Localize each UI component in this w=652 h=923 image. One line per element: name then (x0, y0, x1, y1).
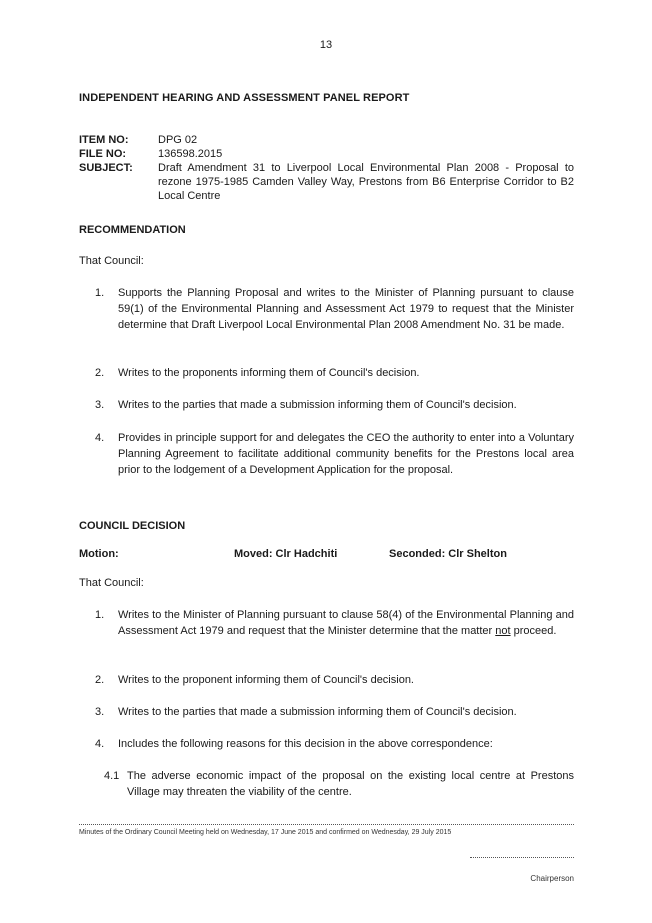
chairperson-label: Chairperson (530, 874, 574, 883)
list-text: Writes to the Minister of Planning pursuant to clause 58(4) of the Environmental Planning and Assessment Act 1979 and request that the Minister determine that the matter not proceed. (118, 609, 574, 637)
subject-label: SUBJECT: (79, 162, 133, 174)
item-number-value: DPG 02 (158, 134, 198, 146)
motion-label: Motion: (79, 548, 119, 560)
recommendation-item-3 (95, 397, 574, 413)
seconded-by: Seconded: Clr Shelton (389, 548, 507, 560)
recommendation-intro: That Council: (79, 255, 144, 267)
list-number: 2. (95, 674, 105, 686)
footer-minutes: Minutes of the Ordinary Council Meeting held on Wednesday, 17 June 2015 and confirmed on Wednesday, 29 July 2015 (79, 829, 452, 836)
list-number: 2. (95, 367, 105, 379)
subject-row (79, 161, 574, 203)
item-metadata (79, 133, 574, 203)
list-text: Writes to the parties that made a submission informing them of Council's decision. (118, 706, 517, 718)
list-number: 1. (95, 287, 105, 299)
page-number: 13 (319, 39, 333, 51)
item-number-row (79, 133, 574, 147)
list-text: Writes to the parties that made a submission informing them of Council's decision. (118, 399, 517, 411)
decision-item-4 (95, 736, 574, 752)
report-title: INDEPENDENT HEARING AND ASSESSMENT PANEL REPORT (79, 92, 410, 104)
list-text: Writes to the proponent informing them of Council's decision. (118, 674, 414, 686)
decision-sub-item-4-1 (104, 768, 574, 800)
footer-divider (79, 824, 574, 825)
list-text: Writes to the proponents informing them of Council's decision. (118, 367, 420, 379)
list-number: 3. (95, 706, 105, 718)
decision-intro: That Council: (79, 577, 144, 589)
council-decision-heading: COUNCIL DECISION (79, 520, 186, 532)
file-number-label: FILE NO: (79, 148, 127, 160)
list-number: 4. (95, 738, 105, 750)
recommendation-heading: RECOMMENDATION (79, 224, 186, 236)
item-number-label: ITEM NO: (79, 134, 129, 146)
list-number: 1. (95, 609, 105, 621)
decision-item-1 (95, 607, 574, 639)
recommendation-item-4 (95, 430, 574, 478)
list-number: 3. (95, 399, 105, 411)
decision-item-2 (95, 672, 574, 688)
list-number: 4. (95, 432, 105, 444)
decision-item-3 (95, 704, 574, 720)
moved-by: Moved: Clr Hadchiti (234, 548, 338, 560)
list-text: Includes the following reasons for this decision in the above correspondence: (118, 738, 493, 750)
list-text: The adverse economic impact of the proposal on the existing local centre at Prestons Village may threaten the viability of the centre. (127, 770, 574, 798)
underlined-not: not (495, 625, 511, 637)
subject-value: Draft Amendment 31 to Liverpool Local Environmental Plan 2008 - Proposal to rezone 1975-1985 Camden Valley Way, Prestons from B6 Enterprise Corridor to B2 Local Centre (158, 162, 574, 202)
list-number: 4.1 (104, 770, 120, 782)
file-number-value: 136598.2015 (158, 148, 223, 160)
list-text: Supports the Planning Proposal and writes to the Minister of Planning pursuant to clause 59(1) of the Environmental Planning and Assessment Act 1979 to request that the Minister determine that Draft Liverpool Local Environmental Plan 2008 Amendment No. 31 be made. (118, 287, 574, 331)
file-number-row (79, 147, 574, 161)
list-text: Provides in principle support for and delegates the CEO the authority to enter into a Voluntary Planning Agreement to facilitate additional community benefits for the Prestons local area prior to the lodgement of a Development Application for the proposal. (118, 432, 574, 476)
signature-line (470, 857, 574, 858)
recommendation-item-2 (95, 365, 574, 381)
recommendation-item-1 (95, 285, 574, 333)
